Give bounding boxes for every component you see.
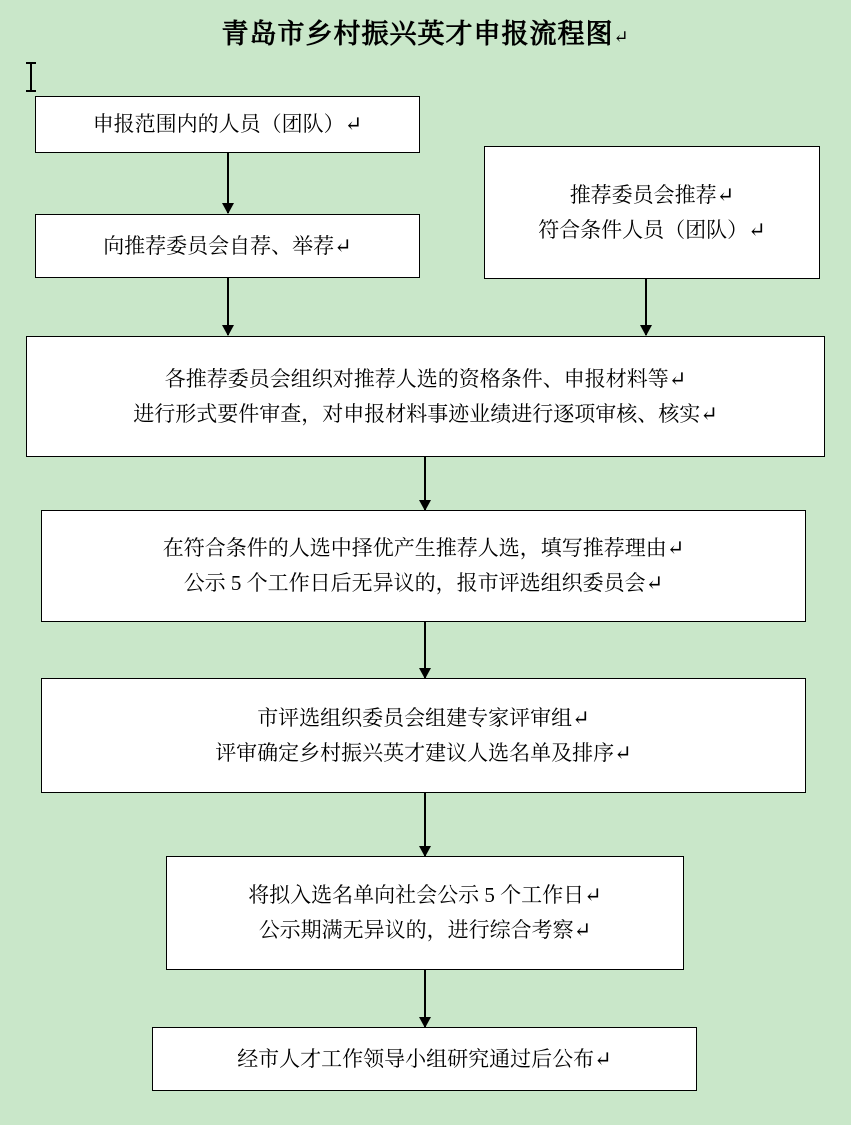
node-committee-recommend-line-2: 符合条件人员（团队）↵ <box>538 217 766 242</box>
node-self-recommend-line-1: 向推荐委员会自荐、举荐↵ <box>103 233 352 258</box>
arrow-scope-to-self <box>227 153 229 213</box>
node-qualification-review[interactable] <box>26 336 825 457</box>
node-expert-panel-line-1: 市评选组织委员会组建专家评审组↵ <box>257 705 590 730</box>
node-public-notice[interactable] <box>166 856 684 970</box>
node-select-candidates[interactable] <box>41 510 806 622</box>
arrow-select-to-expert <box>424 622 426 678</box>
node-public-notice-line-2: 公示期满无异议的，进行综合考察↵ <box>258 918 592 942</box>
page-title <box>0 12 851 51</box>
arrow-expert-to-notice <box>424 793 426 856</box>
node-final-announcement[interactable] <box>152 1027 697 1091</box>
node-expert-panel-line-2: 评审确定乡村振兴英才建议人选名单及排序↵ <box>215 740 632 765</box>
arrow-committee-to-review <box>645 279 647 335</box>
arrow-review-to-select <box>424 457 426 510</box>
node-applicant-scope-line-1: 申报范围内的人员（团队）↵ <box>92 112 363 137</box>
arrow-self-to-review <box>227 278 229 335</box>
arrow-notice-to-final <box>424 970 426 1027</box>
node-qualification-review-line-1: 各推荐委员会组织对推荐人选的资格条件、申报材料等↵ <box>164 366 687 391</box>
node-select-candidates-line-1: 在符合条件的人选中择优产生推荐人选，填写推荐理由↵ <box>162 536 685 561</box>
node-public-notice-line-1: 将拟入选名单向社会公示 5 个工作日↵ <box>248 883 602 908</box>
node-qualification-review-line-2: 进行形式要件审查，对申报材料事迹业绩进行逐项审核、核实↵ <box>133 401 718 426</box>
node-committee-recommend-line-1: 推荐委员会推荐↵ <box>569 182 735 207</box>
text-cursor <box>30 62 32 92</box>
node-final-announcement-line-1: 经市人才工作领导小组研究通过后公布↵ <box>237 1046 612 1071</box>
page-title-text: 青岛市乡村振兴英才申报流程图 <box>221 19 614 49</box>
title-pilcrow: ↵ <box>613 27 630 47</box>
node-expert-panel[interactable] <box>41 678 806 793</box>
node-committee-recommend[interactable] <box>484 146 820 279</box>
node-select-candidates-line-2: 公示 5 个工作日后无异议的，报市评选组织委员会↵ <box>183 571 664 595</box>
node-applicant-scope[interactable] <box>35 96 420 153</box>
node-self-recommend[interactable] <box>35 214 420 278</box>
